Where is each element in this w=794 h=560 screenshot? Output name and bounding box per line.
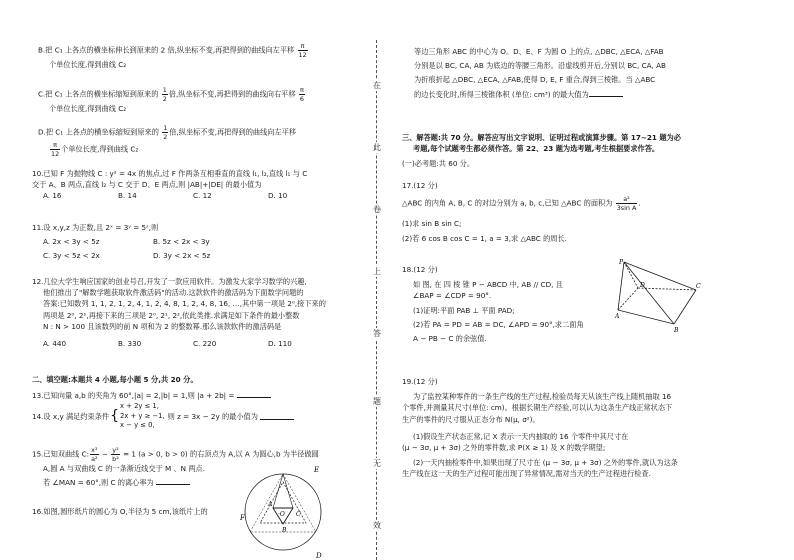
seal-line [376,40,377,560]
answer-blank [237,390,271,398]
pyramid-figure [616,258,702,334]
section-3: 三、解答题:共 70 分。解答应写出文字说明、证明过程或演算步骤。第 17~21 题为必 考题,每个试题考生都必须作答。第 22、23 题为选考题,考生根据要求作答。 (一)必考题:共 60 分。 [402,133,681,169]
question-10: 10.已知 F 为抛物线 C : y² = 4x 的焦点,过 F 作两条互相垂直的直线 l₁, l₂,直线 l₁ 与 C 交于 A、B 两点,直线 l₂ 与 C 交于 D、E 两点,则 |AB|+|DE| 的最小值为 A. 16 B. 14 C. 12 D. 10 [32,168,343,202]
option-c: C.把 C₁ 上各点的横坐标缩短到原来的 $\frac{1}{2}$ 倍,纵坐标不变,再把得到的曲线向右平移 $\frac{\pi}{6}$ 个单位长度,得到曲线 C₂ [38,86,304,113]
label-c: C [696,283,701,290]
section-2-title: 二、填空题:本题共 4 小题,每小题 5 分,共 20 分。 [32,375,198,384]
question-19: 19.(12 分) 为了监控某种零件的一条生产线的生产过程,检验员每天从该生产线上随机抽取 16 个零件,并测量其尺寸(单位: cm)。根据长期生产经验,可以认为这条生产线正常状态下 生产的零件的尺寸服从正态分布 N(μ, σ²)。 (1)假设生产状态正常,记 X 表示一天内抽取的 16 个零件中其尺寸在 (μ − 3σ, μ + 3σ) 之外的零件数,求 P(X ≥ 1) 及 X 的数学期望; (2)一天内抽检零件中,如果出现了尺寸在 (μ − 3σ, μ + 3σ) 之外的零件,就认为这条 生产线在这一天的生产过程可能出现了异常情况,需对当天的生产过程进行检查. [402,377,678,479]
label-o: ·O [278,511,285,518]
option-d: D.把 C₁ 上各点的横坐标缩短到原来的 $\frac{1}{2}$ 倍,纵坐标不变,再把得到的曲线向左平移 $\frac{\pi}{12}$ 个单位长度,得到曲线 C₂ [38,124,297,158]
seal-char: 效 [370,520,384,531]
option-b-fraction: $\frac{\pi}{12}$ [298,42,307,59]
seal-char: 在 [370,80,384,91]
label-f: F [240,514,245,522]
question-15: 15.已知双曲线 C: $\frac{\text{x²}}{\text{a²}}$ − $\frac{\text{y²}}{\text{b²}}$ = 1 (a > 0, b > 0) 的右顶点为 A,以 A 为圆心,b 为半径做圆 A,圆 A 与双曲线 C 的一条渐近线交于 M 、N 两点. 若 ∠MAN = 60°,则 C 的离心率为 [32,446,319,488]
question-17: 17.(12 分) △ABC 的内角 A, B, C 的对边分别为 a, b, c,已知 △ABC 的面积为 $\frac{\text{a²}}{\text{3sin A}}$ . (1)求 sin B sin C; (2)若 6 cos B cos C = 1, a = 3,求 △ABC 的周长. [402,181,641,244]
question-14: 14.设 x,y 满足约束条件 { x + 2y ≤ 1, 2x + y ≥ −1, x − y ≤ 0, 则 z = 3x − 2y 的最小值为 [32,402,294,431]
label-a: A [268,501,273,508]
question-12: 12.几位大学生响应国家的创业号召,开发了一款应用软件。为激发大家学习数学的兴趣, 他们推出了"解数学题获取软件激活码"的活动.这款软件的激活码为下面数学问题的 答案:已知数列 1, 1, 2, 1, 2, 4, 1, 2, 4, 8, 1, 2, 4, 8, 16, …,其中第一项是 2⁰,接下来的 两项是 2⁰, 2¹,再接下来的三项是 2⁰, 2¹, 2²,依此类推.求满足如下条件的最小整数 N : N > 100 且该数列的前 N 项和为 2 的整数幂.那么该款软件的激活码是 A. 440 B. 330 C. 220 D. 110 [32,277,326,349]
label-d: D [640,282,645,289]
seal-char: 此 [370,142,384,153]
question-11: 11.设 x,y,z 为正数,且 2ˣ = 3ʸ = 5ᶻ,则 A. 2x < 3y < 5z B. 5z < 2x < 3y C. 3y < 5z < 2x D. 3y < 2x < 5z [32,223,211,261]
label-d: D [316,552,322,560]
required-part: (一)必考题:共 60 分。 [402,159,475,169]
option-c-line2: 个单位长度,得到曲线 C₂ [49,104,127,113]
label-b: B [282,527,287,534]
circle-paper-figure [236,460,330,560]
option-b-text: B.把 C₁ 上各点的横坐标伸长到原来的 2 倍,纵坐标不变,再把得到的曲线向左平移 [38,45,295,55]
label-b: B [674,327,679,334]
seal-char: 上 [370,266,384,277]
seal-char: 无 [370,458,384,469]
constraint-system: x + 2y ≤ 1, 2x + y ≥ −1, x − y ≤ 0, [120,402,165,429]
label-c: C [296,511,301,518]
q10-options: A. 16 B. 14 C. 12 D. 10 [43,191,288,201]
seal-char: 答 [370,328,384,339]
label-a: A [615,313,620,320]
question-13: 13.已知向量 a,b 的夹角为 60°,|a| = 2,|b| = 1,则 |a + 2b| = [32,390,271,401]
seal-char: 卷 [370,204,384,215]
label-p: P [619,259,624,266]
question-18: 18.(12 分) 如 图, 在 四 棱 锥 P − ABCD 中, AB // CD, 且 ∠BAP = ∠CDP = 90°. (1)证明:平面 PAB ⊥ 平面 PAD; (2)若 PA = PD = AB = DC, ∠APD = 90°,求二面角 A − PB − C 的余弦值. [402,265,584,344]
question-16: 16.如图,圆形纸片的圆心为 O,半径为 5 cm,该纸片上的 [32,507,208,516]
option-b [38,42,309,70]
option-b-line2: 个单位长度,得到曲线 C₂ [49,60,127,69]
label-e: E [314,466,320,474]
question-16-continued: 等边三角形 ABC 的中心为 O。D、E、F 为圆 O 上的点, △DBC, △ECA, △FAB 分别是以 BC, CA, AB 为底边的等腰三角形。沿虚线剪开后,分别以 BC, CA, AB 为折痕折起 △DBC, △ECA, △FAB,使得 D, E, F 重合,得到三棱锥。当 △ABC 的边长变化时,所得三棱锥体积 (单位: cm³) 的最大值为 [414,47,666,99]
seal-char: 题 [370,396,384,407]
